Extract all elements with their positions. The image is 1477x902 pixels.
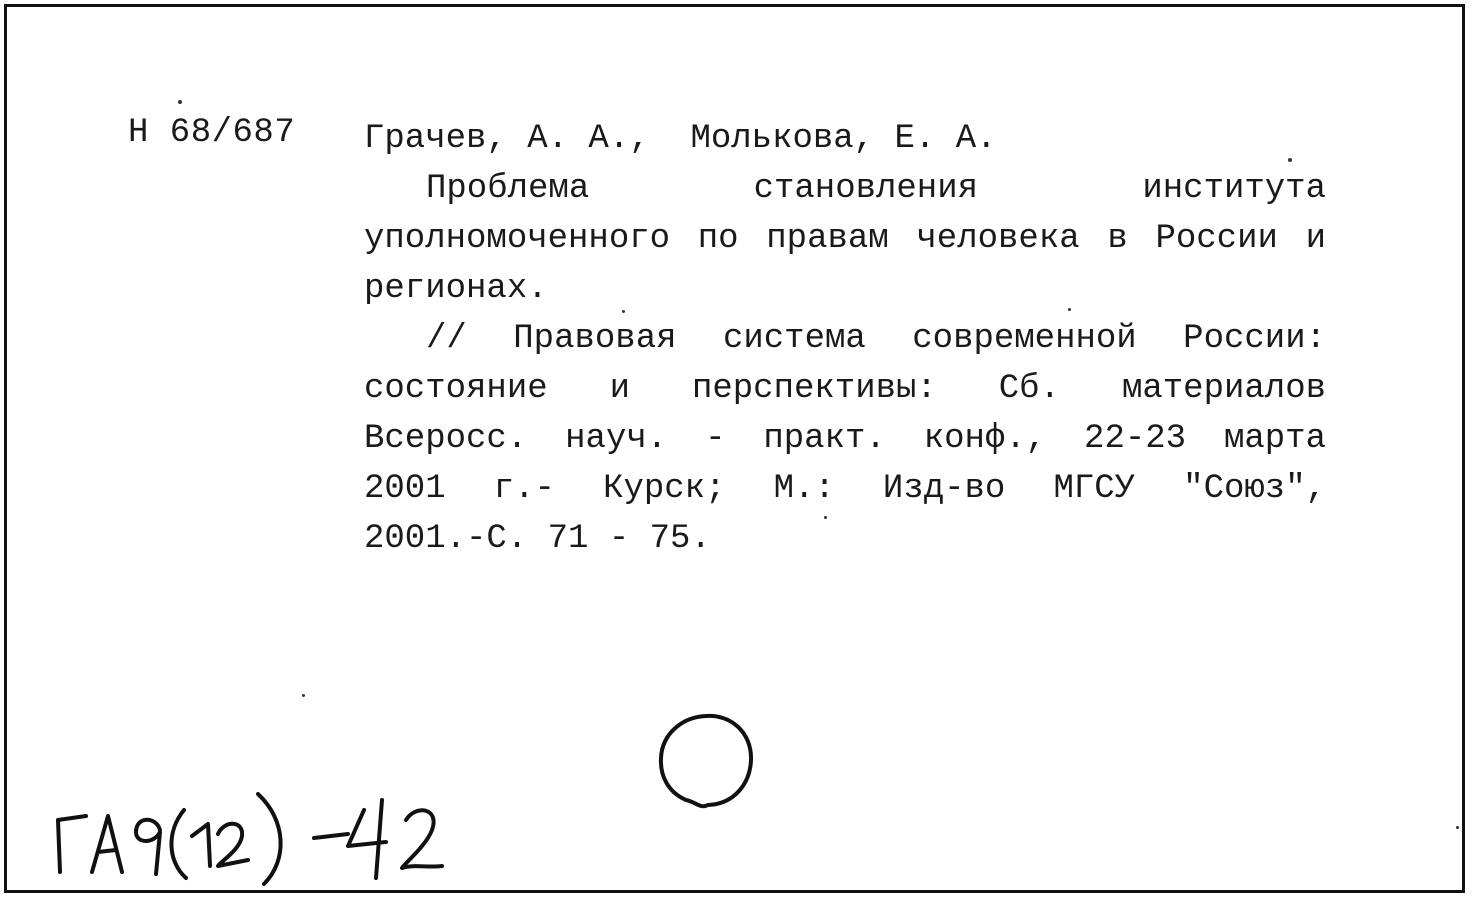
shelfmark: Н 68/687 <box>128 114 296 152</box>
scan-speck <box>622 310 625 313</box>
title-line: регионах. <box>364 270 548 308</box>
scan-speck <box>1456 826 1459 829</box>
source-line: 2001.-С. 71 - 75. <box>364 520 711 558</box>
source-line: 2001 г.- Курск; М.: Изд-во МГСУ "Союз", <box>364 470 1326 508</box>
handwritten-call-number <box>52 780 512 890</box>
scan-speck <box>824 516 827 519</box>
bibliographic-entry <box>364 114 1326 564</box>
punch-hole-icon <box>656 710 756 810</box>
source-line: // Правовая система современной России: <box>426 320 1326 358</box>
scan-speck <box>302 694 305 697</box>
source-line: состояние и перспективы: Сб. материалов <box>364 370 1326 408</box>
source-block <box>364 314 1326 564</box>
scan-speck <box>1288 158 1292 162</box>
scan-speck <box>178 100 182 104</box>
source-line: Всеросс. науч. - практ. конф., 22-23 марта <box>364 420 1326 458</box>
title-line: Проблема становления института <box>426 170 1326 208</box>
authors: Грачев, А. А., Молькова, Е. А. <box>364 120 997 158</box>
scan-speck <box>1068 308 1071 311</box>
title-line: уполномоченного по правам человека в России и <box>364 220 1326 258</box>
title-block <box>364 164 1326 314</box>
